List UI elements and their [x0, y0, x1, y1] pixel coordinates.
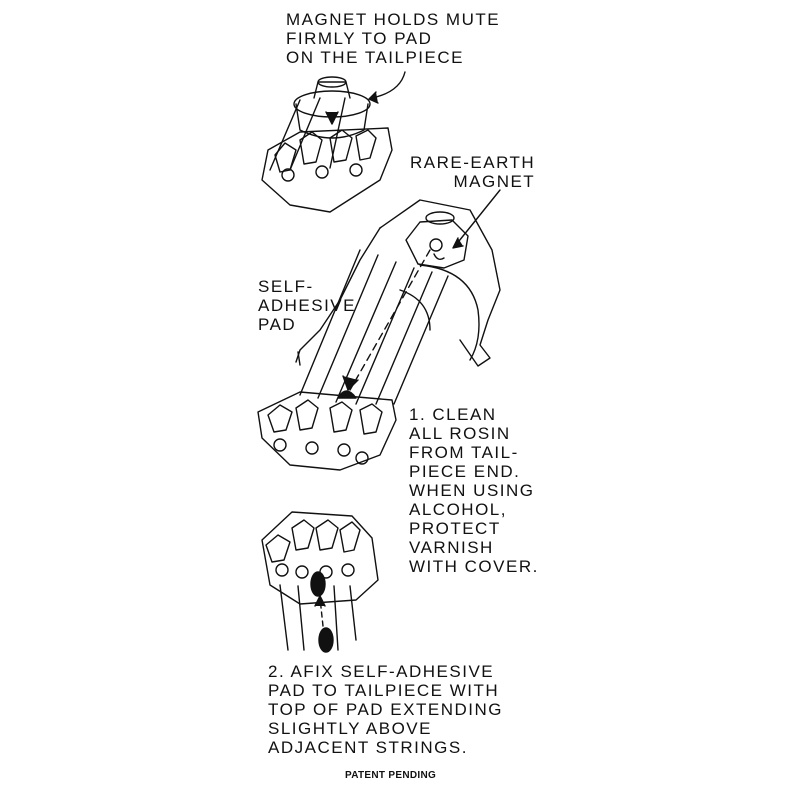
- pointer-arrow-mute: [372, 72, 405, 98]
- dashed-guide: [350, 250, 430, 390]
- step2-label: 2. AFIX SELF-ADHESIVE PAD TO TAILPIECE WITH TOP OF PAD EXTENDING SLIGHTLY ABOVE ADJACENT STRINGS.: [268, 662, 503, 757]
- patent-pending-label: PATENT PENDING: [345, 770, 437, 781]
- adhesive-pad-bottom: [311, 572, 325, 596]
- magnet-holds-label: MAGNET HOLDS MUTE FIRMLY TO PAD ON THE TAILPIECE: [286, 10, 501, 67]
- tailpiece-mid-drawing: [258, 392, 396, 470]
- rare-earth-label: RARE-EARTH MAGNET: [410, 153, 536, 191]
- pointer-line-pad: [298, 352, 300, 365]
- pointer-arrow-magnet: [455, 190, 500, 246]
- arrowhead: [453, 238, 463, 248]
- arrowhead: [369, 92, 378, 103]
- adhesive-pad-bottom-loose: [319, 628, 333, 652]
- arrowhead: [315, 596, 325, 606]
- self-adhesive-label: SELF- ADHESIVE PAD: [258, 277, 356, 334]
- step1-label: 1. CLEAN ALL ROSIN FROM TAIL- PIECE END. WHEN USING ALCOHOL, PROTECT VARNISH WITH COVER.: [409, 405, 539, 576]
- arrowhead: [343, 376, 358, 390]
